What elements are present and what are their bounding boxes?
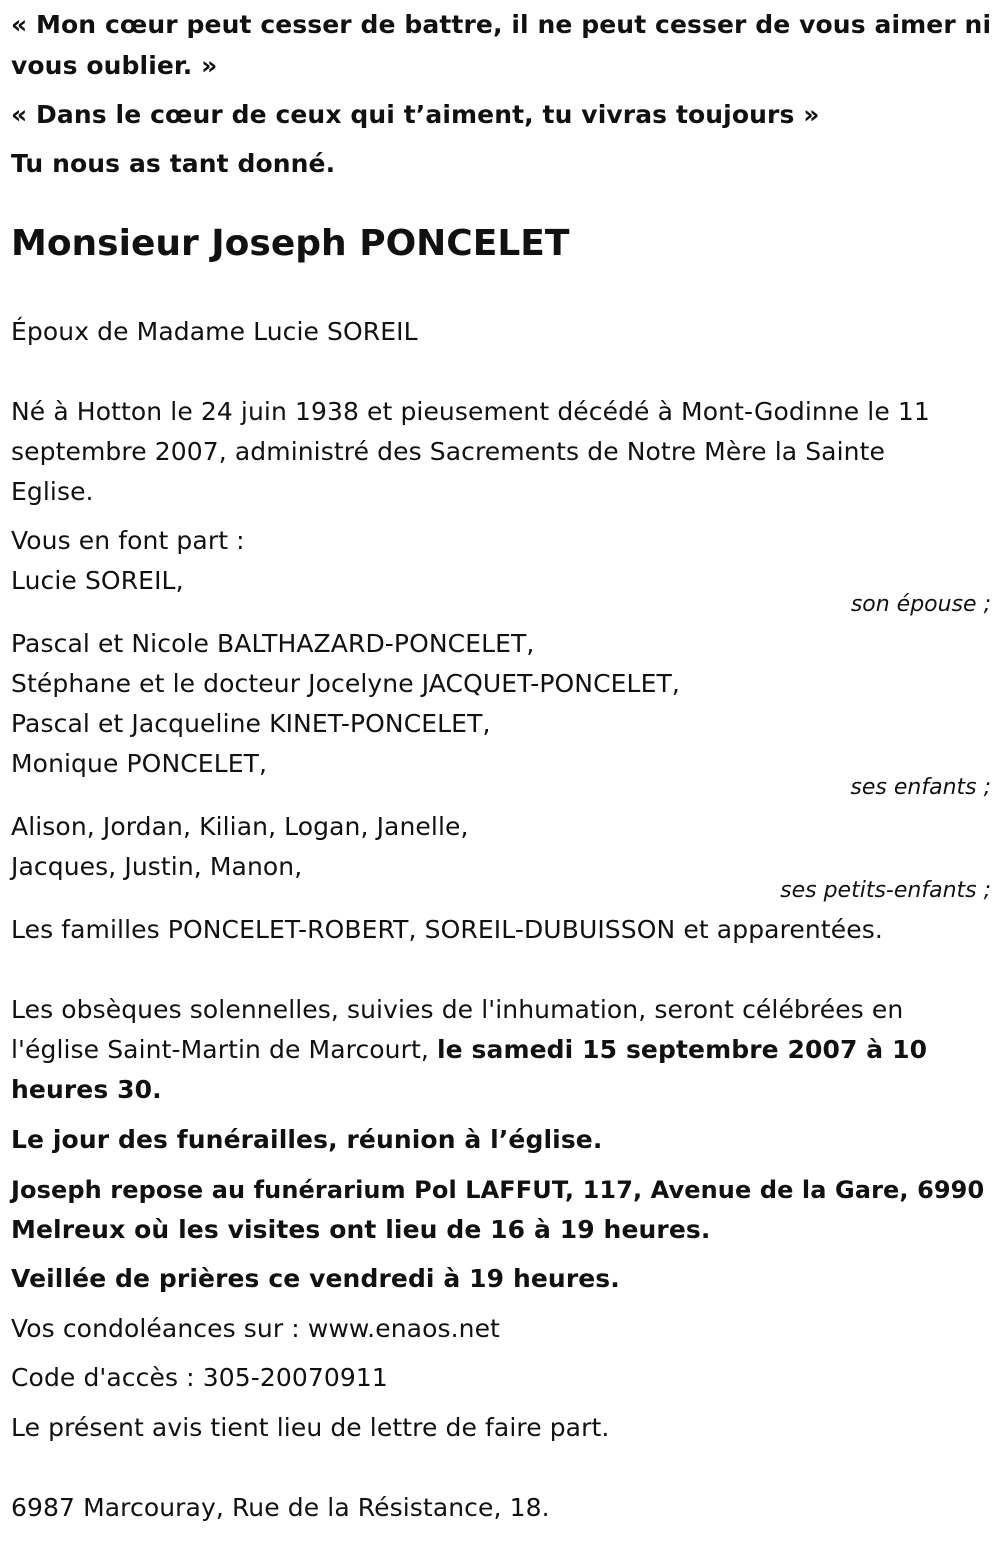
spouse-line: Époux de Madame Lucie SOREIL bbox=[11, 317, 418, 346]
funeral-date: le samedi 15 septembre 2007 à 10 bbox=[437, 1035, 928, 1064]
bio-line-1: Né à Hotton le 24 juin 1938 et pieusement décédé à Mont-Godinne le 11 bbox=[11, 397, 930, 426]
funeral-line-2 bbox=[11, 1030, 927, 1070]
funeral-line-3: heures 30. bbox=[11, 1075, 162, 1104]
announce-line: Vous en font part : bbox=[11, 526, 245, 555]
quote-1-line-1: « Mon cœur peut cesser de battre, il ne peut cesser de vous aimer ni bbox=[11, 10, 992, 39]
bio-line-3: Eglise. bbox=[11, 477, 94, 506]
vigil-line: Veillée de prières ce vendredi à 19 heures. bbox=[11, 1264, 620, 1293]
repose-line-2: Melreux où les visites ont lieu de 16 à 19 heures. bbox=[11, 1215, 711, 1244]
grandchildren-role: ses petits-enfants ; bbox=[780, 878, 991, 903]
address-line: 6987 Marcouray, Rue de la Résistance, 18. bbox=[11, 1493, 550, 1522]
family-child: Pascal et Nicole BALTHAZARD-PONCELET, bbox=[11, 629, 535, 658]
notice-line: Le présent avis tient lieu de lettre de faire part. bbox=[11, 1413, 610, 1442]
page-title: Monsieur Joseph PONCELET bbox=[11, 223, 570, 264]
families-line: Les familles PONCELET-ROBERT, SOREIL-DUBUISSON et apparentées. bbox=[11, 915, 883, 944]
family-child: Monique PONCELET, bbox=[11, 749, 268, 778]
quote-3: Tu nous as tant donné. bbox=[11, 149, 336, 178]
repose-line-1: Joseph repose au funérarium Pol LAFFUT, 117, Avenue de la Gare, 6990 bbox=[11, 1176, 985, 1204]
spouse-role: son épouse ; bbox=[850, 592, 991, 617]
family-grandchild: Jacques, Justin, Manon, bbox=[11, 852, 303, 881]
funeral-line-1: Les obsèques solennelles, suivies de l'inhumation, seront célébrées en bbox=[11, 995, 904, 1024]
family-child: Stéphane et le docteur Jocelyne JACQUET-PONCELET, bbox=[11, 669, 680, 698]
condolences-line: Vos condoléances sur : www.enaos.net bbox=[11, 1314, 500, 1343]
meeting-line: Le jour des funérailles, réunion à l’église. bbox=[11, 1125, 603, 1154]
access-code-line: Code d'accès : 305-20070911 bbox=[11, 1363, 388, 1392]
family-spouse: Lucie SOREIL, bbox=[11, 566, 184, 595]
family-grandchild: Alison, Jordan, Kilian, Logan, Janelle, bbox=[11, 812, 469, 841]
bio-line-2: septembre 2007, administré des Sacrements de Notre Mère la Sainte bbox=[11, 437, 885, 466]
children-role: ses enfants ; bbox=[850, 775, 991, 800]
family-child: Pascal et Jacqueline KINET-PONCELET, bbox=[11, 709, 491, 738]
quote-1-line-2: vous oublier. » bbox=[11, 51, 218, 80]
funeral-location: l'église Saint-Martin de Marcourt, bbox=[11, 1035, 437, 1064]
quote-2: « Dans le cœur de ceux qui t’aiment, tu vivras toujours » bbox=[11, 100, 820, 129]
